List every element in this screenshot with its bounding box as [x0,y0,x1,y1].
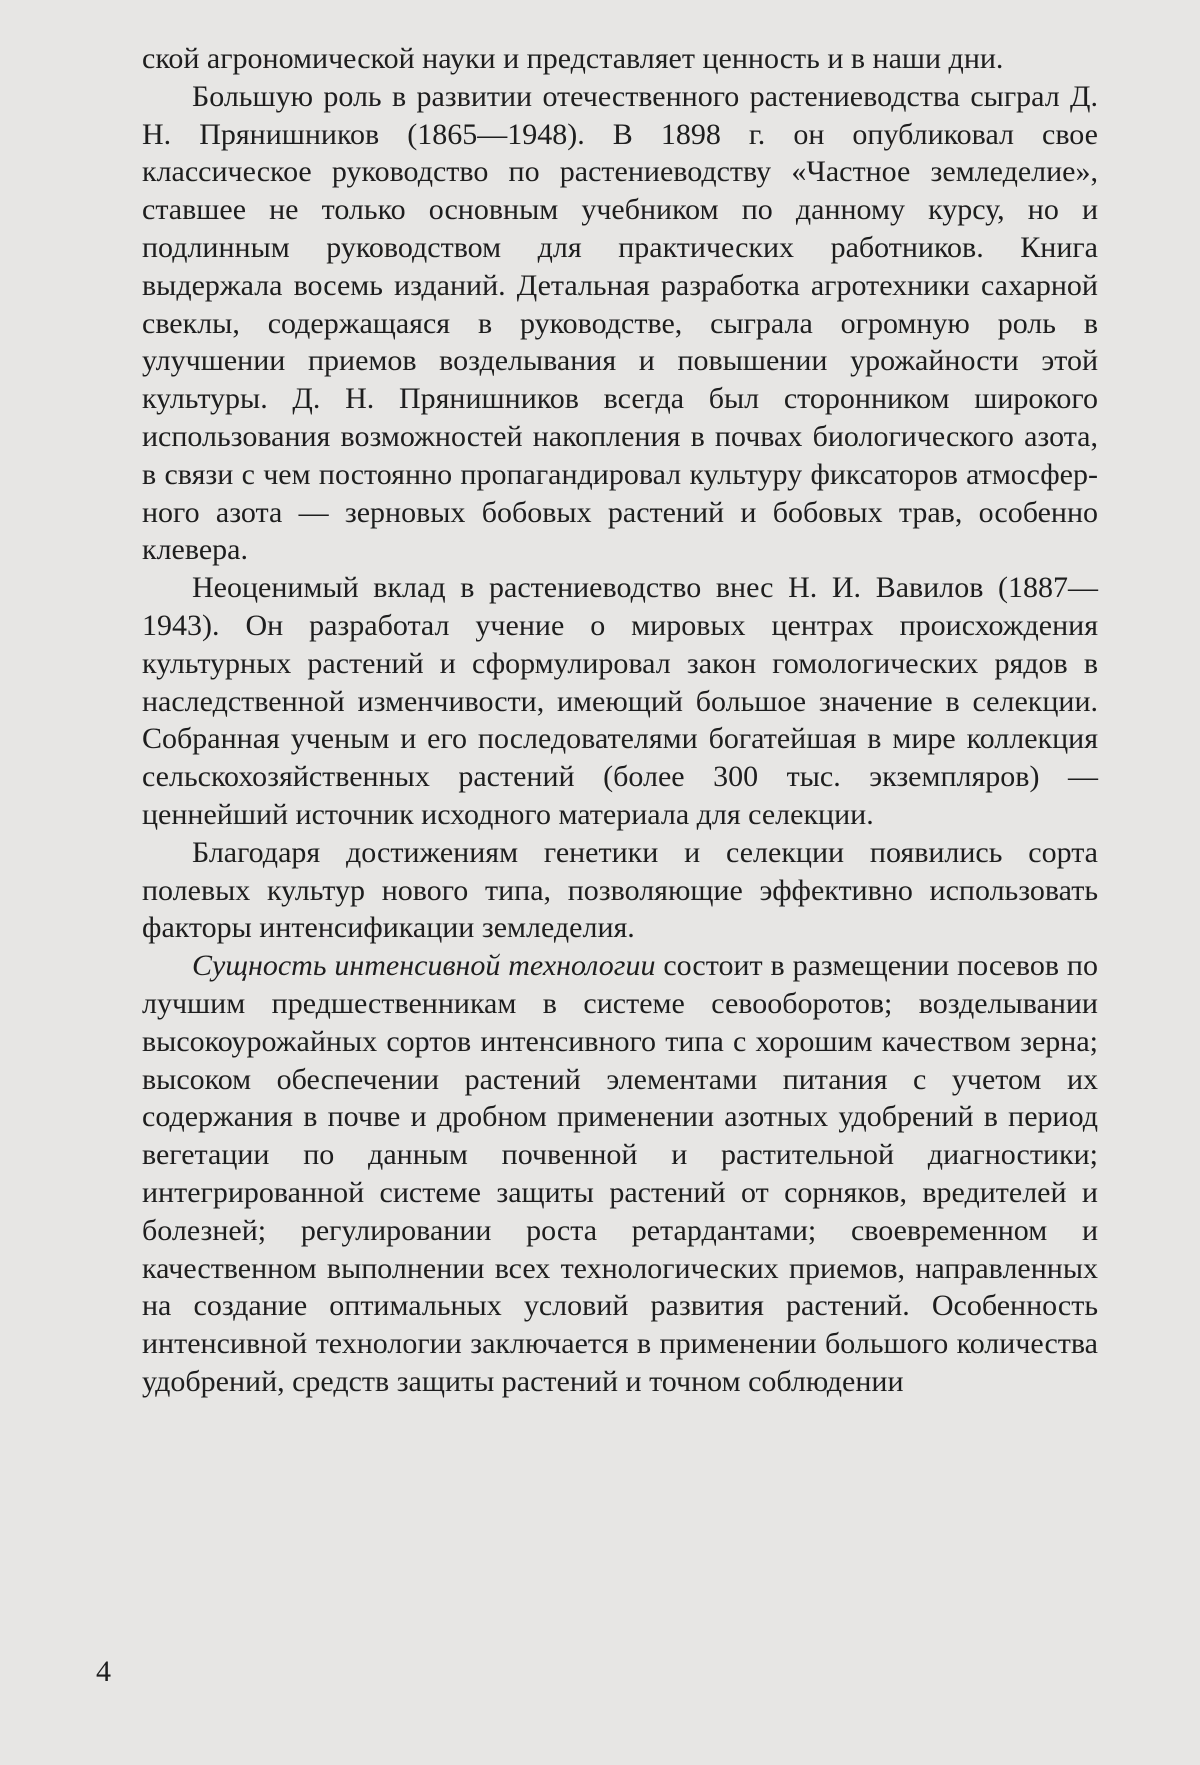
paragraph-body: состоит в размещении посевов по лучшим предшественникам в системе севооборотов; возделывании высокоурожайных сортов интенсивного типа с хорошим качеством зерна; высоком обеспечении растений элементами питания с учетом их содержания в почве и дробном применении азотных удобрений в период вегетации по данным почвенной и растительной диагностики; интегрированной системе защиты растений от сорняков, вредителей и болезней; регулировании роста ретардантами; своевременном и качественном выполнении всех технологических приемов, направленных на создание оптимальных условий развития растений. Особенность интенсивной технологии заключается в применении большого количества удобрений, средств защиты растений и точном соблюдении [142,949,1098,1398]
body-text [142,40,1098,1401]
paragraph-intensive-technology [142,947,1098,1401]
paragraph-genetics: Благодаря достижениям генетики и селекции появились сорта полевых культур нового типа, позволяющие эффективно использовать факторы интенсификации земледелия. [142,835,1098,945]
paragraph-continuation: ской агрономической науки и представляет ценность и в наши дни. [142,42,1004,75]
paragraph-vavilov: Неоценимый вклад в растениеводство внес Н. И. Вавилов (1887—1943). Он разработал учение о мировых центрах происхождения культурных растений и сформулировал закон гомологических рядов в наследственной изменчивости, имеющий большое значение в селекции. Собранная ученым и его последователями богатейшая в мире коллекция сельскохозяйственных растений (более 300 тыс. экземпляров) — ценнейший источник исходного материала для селекции. [142,571,1098,831]
page-number: 4 [96,1655,111,1688]
italic-term: Сущность интенсивной технологии [192,949,656,983]
paragraph-pryanishnikov: Большую роль в развитии отечественного растениеводства сыграл Д. Н. Прянишников (1865—1948). В 1898 г. он опубликовал свое классическое руководство по растениеводству «Частное земледелие», ставшее не только основным учебником по данному курсу, но и подлинным руководством для практических работников. Книга выдержала восемь изданий. Детальная разработка агротехники сахарной свеклы, содержащаяся в руководстве, сыграла огромную роль в улучшении приемов возделывания и повышении урожайности этой культуры. Д. Н. Прянишников всегда был сторонником широкого использования возможностей накопления в почвах биологического азота, в связи с чем постоянно пропагандировал культуру фиксаторов атмосферного азота — зерновых бобовых растений и бобовых трав, особенно клевера. [142,79,1098,567]
